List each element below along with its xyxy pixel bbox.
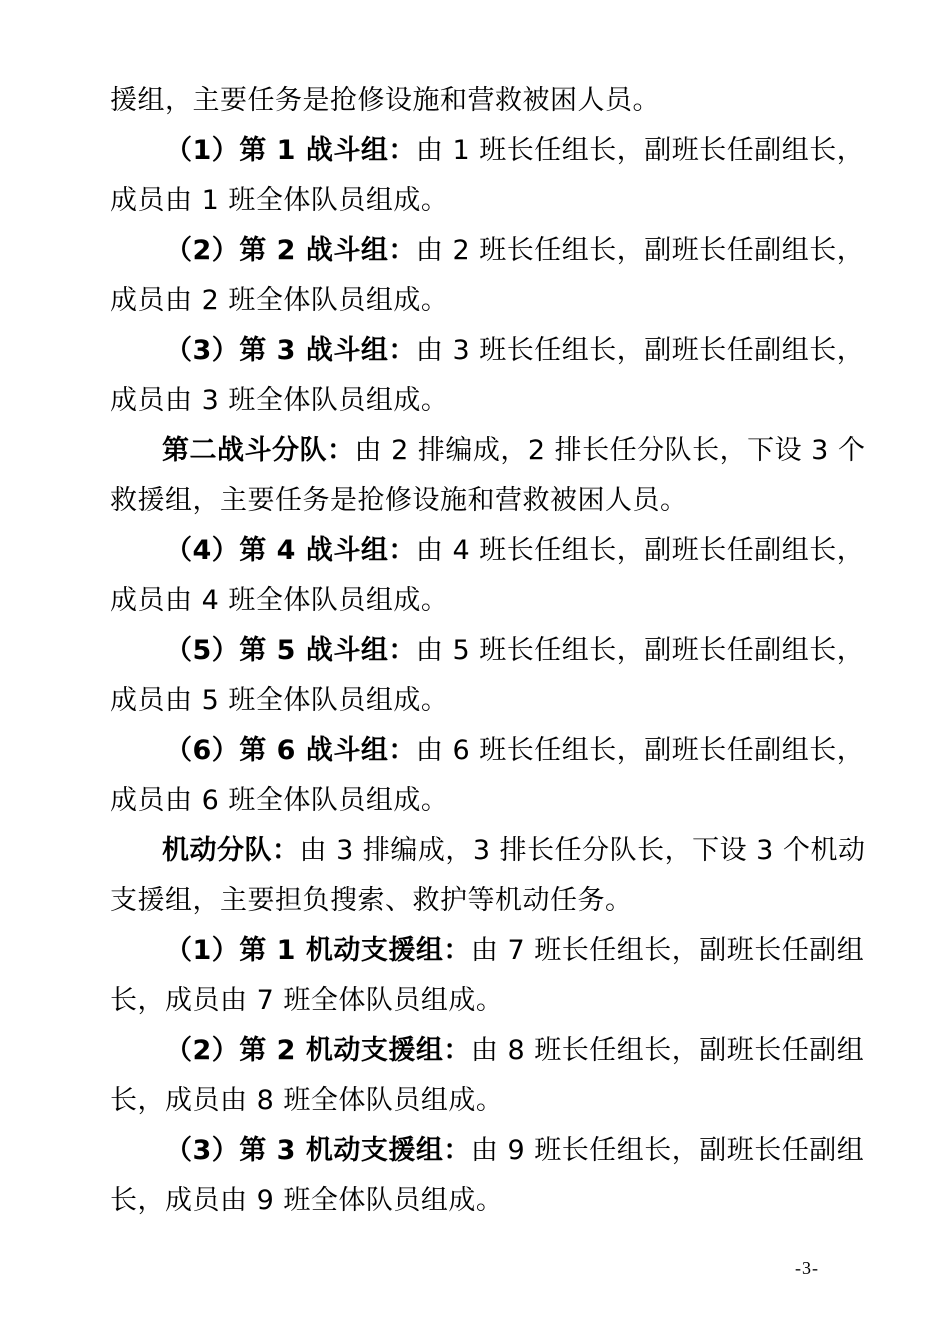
group-5-line (110, 626, 865, 676)
paragraph-line (110, 1176, 845, 1226)
group-1-line (110, 126, 865, 176)
paragraph-line (110, 876, 845, 926)
mobile-squad-line (110, 826, 866, 876)
mobile-group-1-line (110, 926, 865, 976)
line-text: 由 3 班长任组长，副班长任副组长， (415, 335, 865, 366)
line-text: 由 1 班长任组长，副班长任副组长， (415, 135, 865, 166)
line-text: 由 5 班长任组长，副班长任副组长， (415, 635, 865, 666)
group-heading: （5）第 5 战斗组： (165, 635, 416, 666)
paragraph-line (110, 976, 845, 1026)
mobile-group-2-line (110, 1026, 865, 1076)
paragraph-line (110, 476, 845, 526)
line-text: 成员由 2 班全体队员组成。 (110, 285, 449, 316)
group-heading: （1）第 1 战斗组： (165, 135, 416, 166)
document-body (110, 76, 866, 1226)
line-text: 由 4 班长任组长，副班长任副组长， (415, 535, 865, 566)
squad-heading: 第二战斗分队： (162, 435, 355, 466)
group-heading: （1）第 1 机动支援组： (165, 935, 471, 966)
paragraph-line (110, 576, 845, 626)
line-text: 成员由 6 班全体队员组成。 (110, 785, 449, 816)
line-text: 成员由 3 班全体队员组成。 (110, 385, 449, 416)
line-text: 援组，主要任务是抢修设施和营救被困人员。 (110, 85, 660, 116)
line-text: 由 2 排编成，2 排长任分队长，下设 3 个 (354, 435, 866, 466)
line-text: 成员由 4 班全体队员组成。 (110, 585, 449, 616)
group-2-line (110, 226, 865, 276)
line-text: 由 6 班长任组长，副班长任副组长， (415, 735, 865, 766)
paragraph-line (110, 776, 845, 826)
line-text: 由 7 班长任组长，副班长任副组 (470, 935, 865, 966)
line-text: 支援组，主要担负搜索、救护等机动任务。 (110, 885, 633, 916)
page-number: -3- (795, 1258, 819, 1278)
paragraph-line (110, 76, 845, 126)
paragraph-line (110, 1076, 845, 1126)
group-heading: （3）第 3 战斗组： (165, 335, 416, 366)
group-heading: （6）第 6 战斗组： (165, 735, 416, 766)
paragraph-line (110, 276, 845, 326)
paragraph-line (110, 676, 845, 726)
paragraph-line (110, 176, 845, 226)
squad-heading: 机动分队： (162, 835, 300, 866)
line-text: 成员由 1 班全体队员组成。 (110, 185, 449, 216)
group-heading: （4）第 4 战斗组： (165, 535, 416, 566)
line-text: 长，成员由 9 班全体队员组成。 (110, 1185, 504, 1216)
group-heading: （2）第 2 战斗组： (165, 235, 416, 266)
group-6-line (110, 726, 865, 776)
line-text: 长，成员由 7 班全体队员组成。 (110, 985, 504, 1016)
paragraph-line (110, 376, 845, 426)
line-text: 由 3 排编成，3 排长任分队长，下设 3 个机动 (299, 835, 866, 866)
group-heading: （3）第 3 机动支援组： (165, 1135, 471, 1166)
line-text: 由 2 班长任组长，副班长任副组长， (415, 235, 865, 266)
second-squad-line (110, 426, 866, 476)
line-text: 由 8 班长任组长，副班长任副组 (470, 1035, 865, 1066)
line-text: 由 9 班长任组长，副班长任副组 (470, 1135, 865, 1166)
mobile-group-3-line (110, 1126, 865, 1176)
group-4-line (110, 526, 865, 576)
line-text: 成员由 5 班全体队员组成。 (110, 685, 449, 716)
group-3-line (110, 326, 865, 376)
line-text: 长，成员由 8 班全体队员组成。 (110, 1085, 504, 1116)
group-heading: （2）第 2 机动支援组： (165, 1035, 471, 1066)
line-text: 救援组，主要任务是抢修设施和营救被困人员。 (110, 485, 688, 516)
